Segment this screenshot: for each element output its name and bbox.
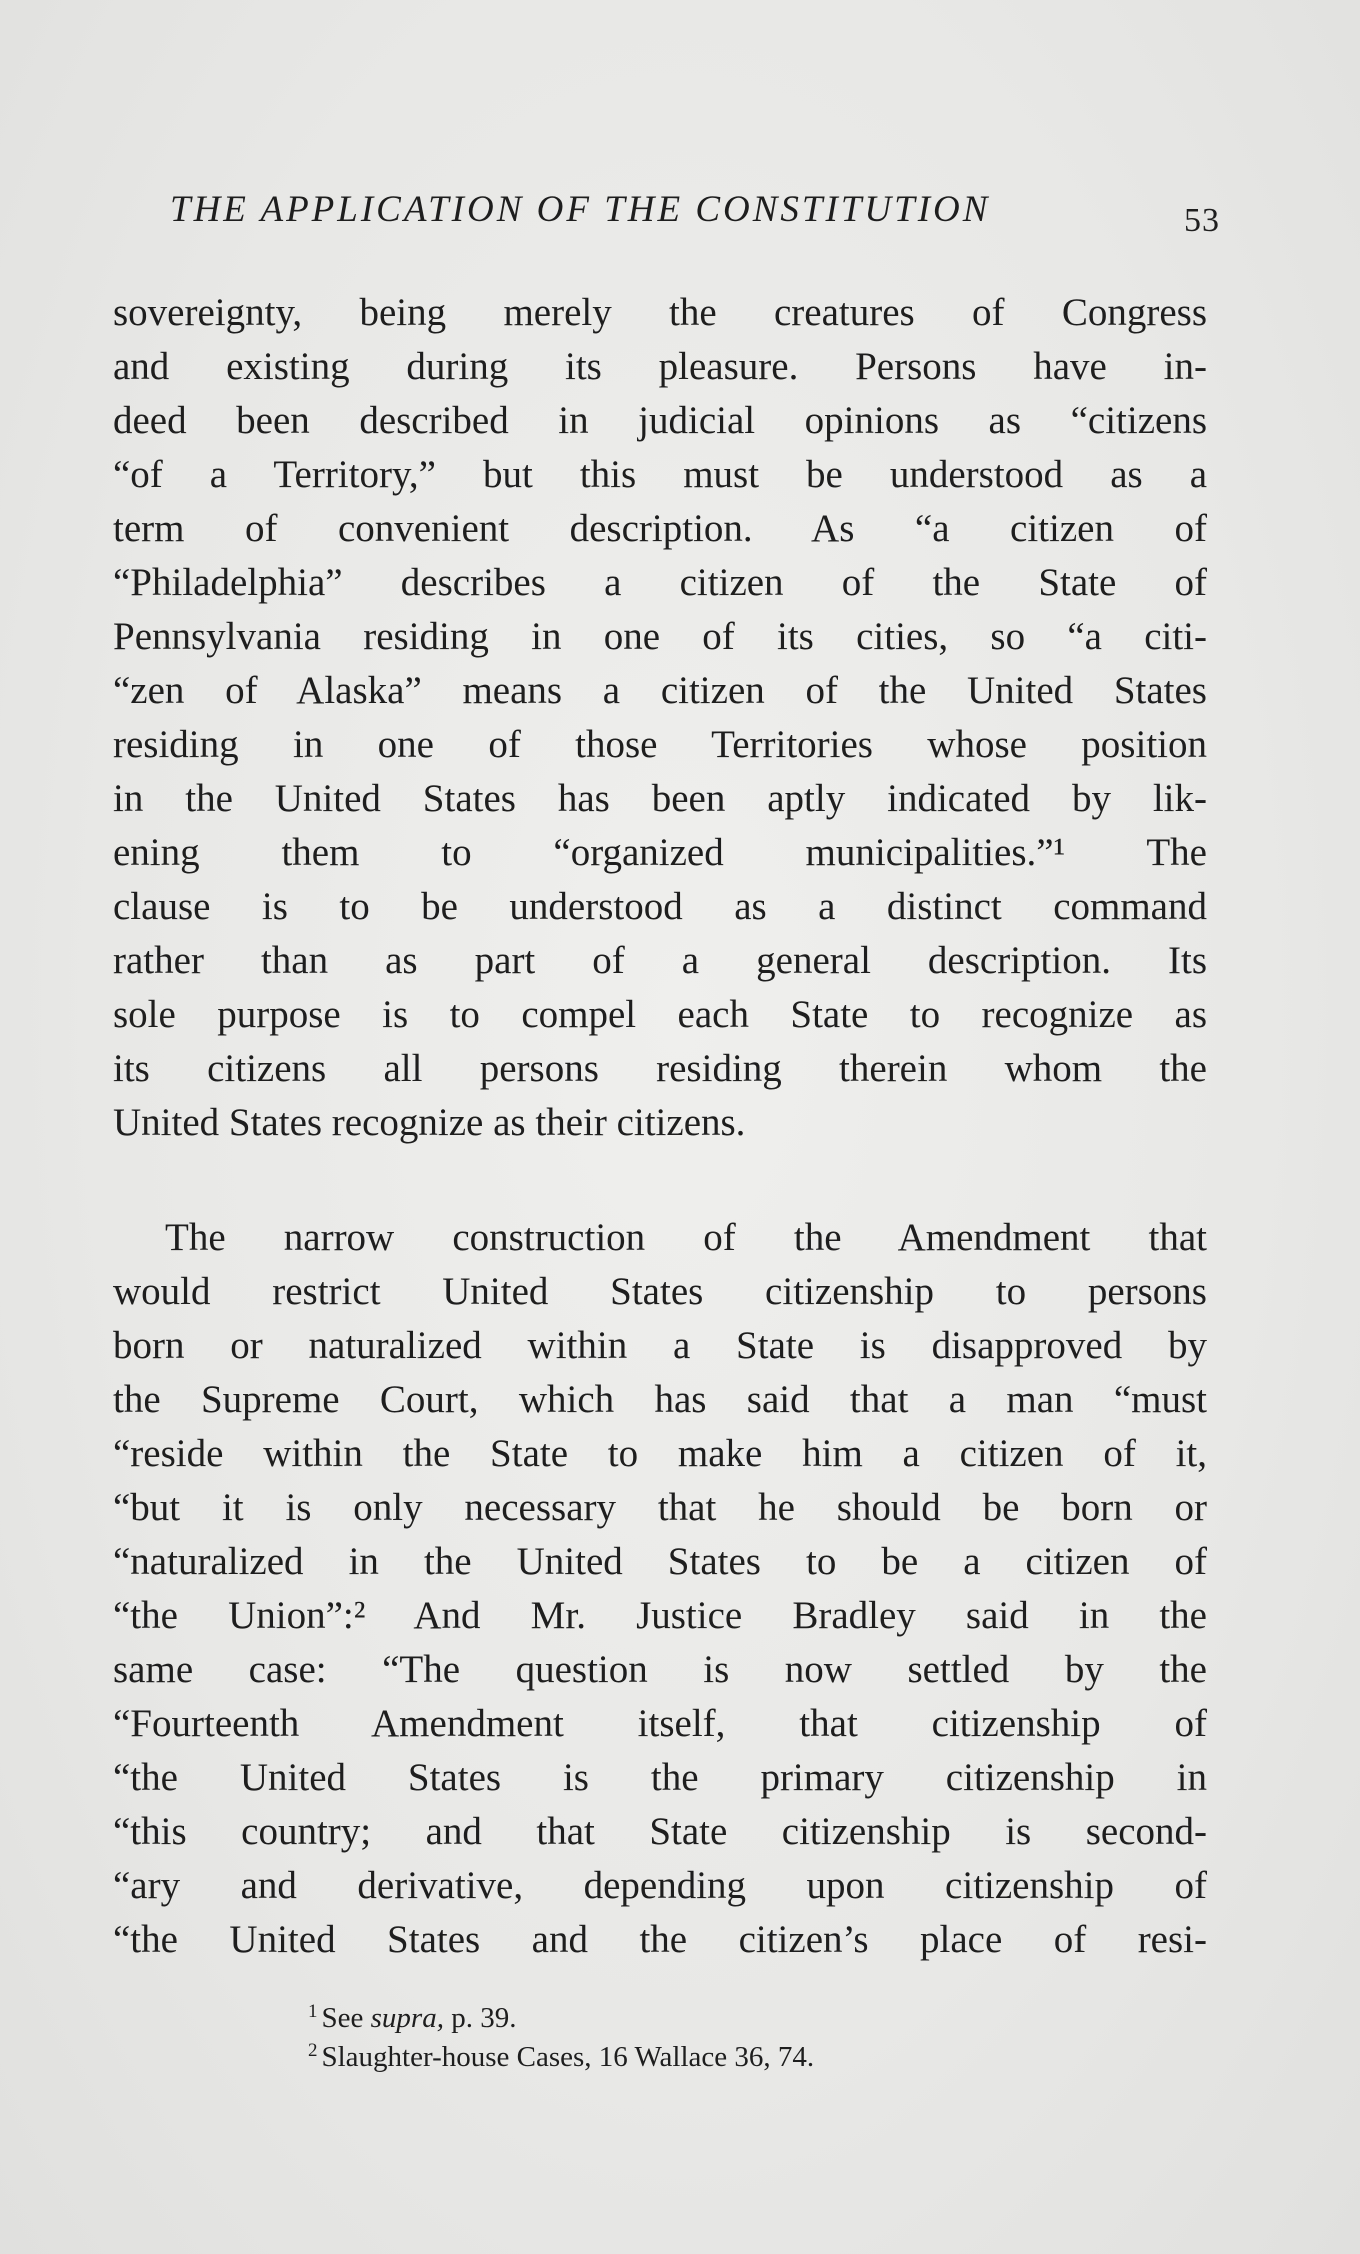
text-line: “of a Territory,” but this must be understood as a (113, 453, 1207, 496)
text-line: “the United States and the citizen’s place of resi- (113, 1918, 1207, 1961)
text-line: “ary and derivative, depending upon citizenship of (113, 1864, 1207, 1907)
text-line: “Philadelphia” describes a citizen of the State of (113, 561, 1207, 604)
text-line: same case: “The question is now settled by the (113, 1648, 1207, 1691)
footnote-marker: 1 (308, 2001, 318, 2022)
text-line: its citizens all persons residing therein whom the (113, 1047, 1207, 1090)
footnote-text: Slaughter-house Cases, 16 Wallace 36, 74. (321, 2041, 815, 2073)
text-line: “the United States is the primary citizenship in (113, 1756, 1207, 1799)
text-line: and existing during its pleasure. Persons have in- (113, 345, 1207, 388)
text-line: “zen of Alaska” means a citizen of the United States (113, 669, 1207, 712)
text-line: United States recognize as their citizens. (113, 1101, 746, 1144)
running-title: THE APPLICATION OF THE CONSTITUTION (170, 189, 991, 230)
text-line: residing in one of those Territories whose position (113, 723, 1207, 766)
text-line: the Supreme Court, which has said that a man “must (113, 1378, 1207, 1421)
footnote-text: p. 39. (443, 2002, 517, 2034)
text-line: born or naturalized within a State is disapproved by (113, 1324, 1207, 1367)
text-line: The narrow construction of the Amendment that (165, 1216, 1207, 1259)
footnotes (308, 1992, 1068, 2073)
footnote-2 (308, 2031, 1068, 2073)
text-line: “this country; and that State citizenship is second- (113, 1810, 1207, 1853)
page-number: 53 (1184, 202, 1220, 239)
text-line: clause is to be understood as a distinct command (113, 885, 1207, 928)
text-line: “reside within the State to make him a citizen of it, (113, 1432, 1207, 1475)
footnote-text: See (321, 2002, 371, 2034)
footnote-marker: 2 (308, 2040, 318, 2061)
text-line: would restrict United States citizenship to persons (113, 1270, 1207, 1313)
text-line: deed been described in judicial opinions as “citizens (113, 399, 1207, 442)
running-head (170, 188, 1220, 248)
text-line: Pennsylvania residing in one of its cities, so “a citi- (113, 615, 1207, 658)
text-line: sovereignty, being merely the creatures of Congress (113, 291, 1207, 334)
footnote-italic-text: supra, (370, 2002, 444, 2034)
text-line: “but it is only necessary that he should be born or (113, 1486, 1207, 1529)
text-line: ening them to “organized municipalities.”¹ The (113, 831, 1207, 874)
footnote-1 (308, 1992, 1068, 2034)
text-line: term of convenient description. As “a citizen of (113, 507, 1207, 550)
paragraph-2 (113, 1211, 1207, 1967)
text-line: “Fourteenth Amendment itself, that citizenship of (113, 1702, 1207, 1745)
text-line: “the Union”:² And Mr. Justice Bradley said in the (113, 1594, 1207, 1637)
paragraph-1 (113, 286, 1207, 1150)
text-line: in the United States has been aptly indicated by lik- (113, 777, 1207, 820)
text-line: “naturalized in the United States to be a citizen of (113, 1540, 1207, 1583)
text-line: sole purpose is to compel each State to recognize as (113, 993, 1207, 1036)
text-line: rather than as part of a general description. Its (113, 939, 1207, 982)
